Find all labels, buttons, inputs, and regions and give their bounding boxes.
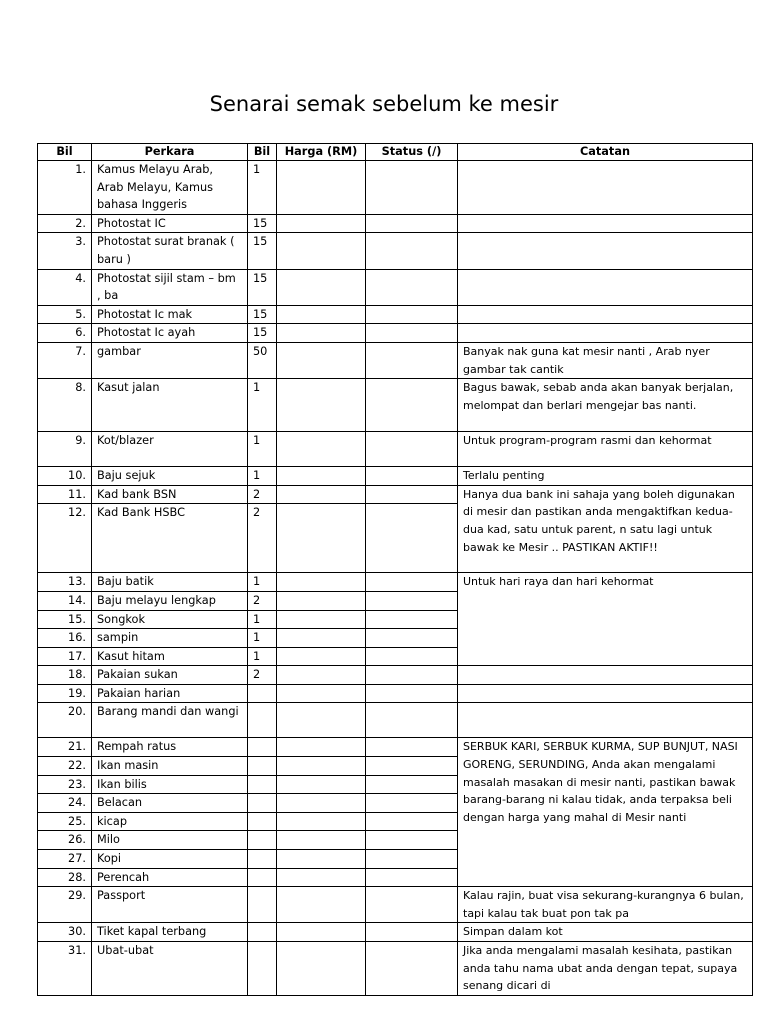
item-status bbox=[366, 610, 458, 629]
item-quantity bbox=[248, 757, 277, 776]
item-quantity: 15 bbox=[248, 233, 277, 269]
item-status bbox=[366, 868, 458, 887]
row-number: 4. bbox=[38, 269, 92, 305]
checklist-table bbox=[37, 143, 753, 996]
header-status: Status (/) bbox=[366, 144, 458, 161]
row-number: 31. bbox=[38, 942, 92, 996]
item-price bbox=[277, 504, 366, 573]
item-status bbox=[366, 775, 458, 794]
item-name: Kasut jalan bbox=[92, 379, 248, 432]
item-name: Tiket kapal terbang bbox=[92, 923, 248, 942]
item-price bbox=[277, 305, 366, 324]
item-note: SERBUK KARI, SERBUK KURMA, SUP BUNJUT, NASI GORENG, SERUNDING, Anda akan mengalami masalah masakan di mesir nanti, pastikan bawak barang-barang ni kalau tidak, anda terpaksa beli dengan harga yang mahal di Mesir nanti bbox=[458, 738, 753, 887]
item-name: gambar bbox=[92, 342, 248, 378]
item-note: Bagus bawak, sebab anda akan banyak berjalan, melompat dan berlari mengejar bas nanti. bbox=[458, 379, 753, 432]
item-price bbox=[277, 757, 366, 776]
item-note: Jika anda mengalami masalah kesihata, pastikan anda tahu nama ubat anda dengan tepat, supaya senang dicari di bbox=[458, 942, 753, 996]
item-price bbox=[277, 868, 366, 887]
item-quantity bbox=[248, 703, 277, 738]
item-quantity: 1 bbox=[248, 573, 277, 592]
item-quantity bbox=[248, 942, 277, 996]
item-name: sampin bbox=[92, 629, 248, 648]
item-status bbox=[366, 831, 458, 850]
item-status bbox=[366, 738, 458, 757]
item-price bbox=[277, 485, 366, 504]
item-price bbox=[277, 647, 366, 666]
table-row bbox=[38, 485, 753, 504]
row-number: 25. bbox=[38, 812, 92, 831]
item-quantity: 15 bbox=[248, 269, 277, 305]
item-status bbox=[366, 467, 458, 486]
item-quantity bbox=[248, 738, 277, 757]
item-quantity: 15 bbox=[248, 305, 277, 324]
row-number: 14. bbox=[38, 591, 92, 610]
row-number: 21. bbox=[38, 738, 92, 757]
item-quantity bbox=[248, 850, 277, 869]
item-note bbox=[458, 703, 753, 738]
item-quantity bbox=[248, 812, 277, 831]
row-number: 17. bbox=[38, 647, 92, 666]
item-quantity: 1 bbox=[248, 647, 277, 666]
item-price bbox=[277, 850, 366, 869]
table-row bbox=[38, 214, 753, 233]
item-name: Milo bbox=[92, 831, 248, 850]
item-price bbox=[277, 467, 366, 486]
item-name: Barang mandi dan wangi bbox=[92, 703, 248, 738]
row-number: 24. bbox=[38, 794, 92, 813]
table-row bbox=[38, 467, 753, 486]
item-price bbox=[277, 214, 366, 233]
item-status bbox=[366, 233, 458, 269]
table-row bbox=[38, 923, 753, 942]
item-price bbox=[277, 738, 366, 757]
item-price bbox=[277, 161, 366, 215]
item-note bbox=[458, 233, 753, 269]
header-price: Harga (RM) bbox=[277, 144, 366, 161]
row-number: 16. bbox=[38, 629, 92, 648]
item-price bbox=[277, 233, 366, 269]
item-price bbox=[277, 342, 366, 378]
item-name: Pakaian harian bbox=[92, 684, 248, 703]
item-price bbox=[277, 591, 366, 610]
header-notes: Catatan bbox=[458, 144, 753, 161]
item-note: Simpan dalam kot bbox=[458, 923, 753, 942]
item-price bbox=[277, 831, 366, 850]
table-row bbox=[38, 573, 753, 592]
item-price bbox=[277, 794, 366, 813]
table-row bbox=[38, 738, 753, 757]
row-number: 1. bbox=[38, 161, 92, 215]
table-row bbox=[38, 324, 753, 343]
item-price bbox=[277, 610, 366, 629]
item-price bbox=[277, 269, 366, 305]
item-quantity: 1 bbox=[248, 432, 277, 467]
item-status bbox=[366, 342, 458, 378]
item-quantity bbox=[248, 775, 277, 794]
table-row bbox=[38, 379, 753, 432]
table-row bbox=[38, 233, 753, 269]
table-row bbox=[38, 887, 753, 923]
item-status bbox=[366, 573, 458, 592]
item-status bbox=[366, 666, 458, 685]
item-status bbox=[366, 647, 458, 666]
item-name: Perencah bbox=[92, 868, 248, 887]
item-price bbox=[277, 573, 366, 592]
item-price bbox=[277, 432, 366, 467]
item-status bbox=[366, 887, 458, 923]
item-price bbox=[277, 379, 366, 432]
item-name: Kot/blazer bbox=[92, 432, 248, 467]
item-status bbox=[366, 591, 458, 610]
row-number: 23. bbox=[38, 775, 92, 794]
header-perkara: Perkara bbox=[92, 144, 248, 161]
item-note bbox=[458, 214, 753, 233]
item-quantity bbox=[248, 868, 277, 887]
item-name: Kamus Melayu Arab, Arab Melayu, Kamus bahasa Inggeris bbox=[92, 161, 248, 215]
table-row bbox=[38, 269, 753, 305]
header-quantity: Bil bbox=[248, 144, 277, 161]
item-note bbox=[458, 684, 753, 703]
row-number: 22. bbox=[38, 757, 92, 776]
row-number: 19. bbox=[38, 684, 92, 703]
item-quantity: 1 bbox=[248, 629, 277, 648]
item-name: Photostat surat branak ( baru ) bbox=[92, 233, 248, 269]
item-status bbox=[366, 794, 458, 813]
row-number: 12. bbox=[38, 504, 92, 573]
table-row bbox=[38, 432, 753, 467]
item-name: Pakaian sukan bbox=[92, 666, 248, 685]
item-quantity bbox=[248, 923, 277, 942]
item-quantity: 2 bbox=[248, 591, 277, 610]
item-name: Kasut hitam bbox=[92, 647, 248, 666]
row-number: 8. bbox=[38, 379, 92, 432]
document-title: Senarai semak sebelum ke mesir bbox=[209, 92, 559, 116]
item-name: kicap bbox=[92, 812, 248, 831]
item-status bbox=[366, 161, 458, 215]
item-price bbox=[277, 629, 366, 648]
item-name: Photostat Ic mak bbox=[92, 305, 248, 324]
item-price bbox=[277, 923, 366, 942]
item-note: Untuk hari raya dan hari kehormat bbox=[458, 573, 753, 666]
item-note: Untuk program-program rasmi dan kehormat bbox=[458, 432, 753, 467]
item-name: Rempah ratus bbox=[92, 738, 248, 757]
item-quantity: 15 bbox=[248, 324, 277, 343]
item-name: Photostat sijil stam – bm , ba bbox=[92, 269, 248, 305]
table-row bbox=[38, 666, 753, 685]
row-number: 30. bbox=[38, 923, 92, 942]
row-number: 28. bbox=[38, 868, 92, 887]
item-status bbox=[366, 269, 458, 305]
item-note bbox=[458, 269, 753, 305]
item-status bbox=[366, 942, 458, 996]
item-note: Banyak nak guna kat mesir nanti , Arab nyer gambar tak cantik bbox=[458, 342, 753, 378]
item-price bbox=[277, 887, 366, 923]
header-row bbox=[38, 144, 753, 161]
item-name: Kopi bbox=[92, 850, 248, 869]
item-name: Ikan bilis bbox=[92, 775, 248, 794]
item-name: Photostat IC bbox=[92, 214, 248, 233]
item-quantity: 2 bbox=[248, 485, 277, 504]
item-status bbox=[366, 504, 458, 573]
item-name: Ikan masin bbox=[92, 757, 248, 776]
item-status bbox=[366, 812, 458, 831]
item-name: Kad bank BSN bbox=[92, 485, 248, 504]
item-name: Kad Bank HSBC bbox=[92, 504, 248, 573]
table-row bbox=[38, 305, 753, 324]
item-status bbox=[366, 305, 458, 324]
row-number: 20. bbox=[38, 703, 92, 738]
item-name: Baju sejuk bbox=[92, 467, 248, 486]
item-price bbox=[277, 942, 366, 996]
row-number: 9. bbox=[38, 432, 92, 467]
table-row bbox=[38, 342, 753, 378]
item-note bbox=[458, 666, 753, 685]
item-quantity: 15 bbox=[248, 214, 277, 233]
row-number: 2. bbox=[38, 214, 92, 233]
row-number: 18. bbox=[38, 666, 92, 685]
item-note bbox=[458, 324, 753, 343]
item-note: Kalau rajin, buat visa sekurang-kurangnya 6 bulan, tapi kalau tak buat pon tak pa bbox=[458, 887, 753, 923]
table-row bbox=[38, 942, 753, 996]
item-price bbox=[277, 324, 366, 343]
item-name: Songkok bbox=[92, 610, 248, 629]
row-number: 27. bbox=[38, 850, 92, 869]
item-status bbox=[366, 214, 458, 233]
item-name: Belacan bbox=[92, 794, 248, 813]
item-quantity bbox=[248, 684, 277, 703]
row-number: 3. bbox=[38, 233, 92, 269]
item-name: Ubat-ubat bbox=[92, 942, 248, 996]
row-number: 26. bbox=[38, 831, 92, 850]
item-quantity bbox=[248, 887, 277, 923]
item-price bbox=[277, 666, 366, 685]
item-quantity: 1 bbox=[248, 379, 277, 432]
item-quantity: 2 bbox=[248, 666, 277, 685]
header-bil: Bil bbox=[38, 144, 92, 161]
row-number: 11. bbox=[38, 485, 92, 504]
item-quantity bbox=[248, 794, 277, 813]
item-note: Hanya dua bank ini sahaja yang boleh digunakan di mesir dan pastikan anda mengaktifkan kedua-dua kad, satu untuk parent, n satu lagi untuk bawak ke Mesir .. PASTIKAN AKTIF!! bbox=[458, 485, 753, 573]
item-quantity: 1 bbox=[248, 161, 277, 215]
item-status bbox=[366, 684, 458, 703]
item-status bbox=[366, 432, 458, 467]
row-number: 10. bbox=[38, 467, 92, 486]
table-row bbox=[38, 684, 753, 703]
item-name: Baju batik bbox=[92, 573, 248, 592]
item-note: Terlalu penting bbox=[458, 467, 753, 486]
item-quantity bbox=[248, 831, 277, 850]
row-number: 29. bbox=[38, 887, 92, 923]
item-status bbox=[366, 703, 458, 738]
item-note bbox=[458, 305, 753, 324]
row-number: 13. bbox=[38, 573, 92, 592]
item-name: Baju melayu lengkap bbox=[92, 591, 248, 610]
item-name: Passport bbox=[92, 887, 248, 923]
item-price bbox=[277, 775, 366, 794]
item-status bbox=[366, 850, 458, 869]
row-number: 5. bbox=[38, 305, 92, 324]
item-price bbox=[277, 812, 366, 831]
item-status bbox=[366, 629, 458, 648]
item-status bbox=[366, 923, 458, 942]
item-name: Photostat Ic ayah bbox=[92, 324, 248, 343]
item-price bbox=[277, 703, 366, 738]
item-quantity: 50 bbox=[248, 342, 277, 378]
item-status bbox=[366, 324, 458, 343]
item-note bbox=[458, 161, 753, 215]
item-quantity: 1 bbox=[248, 610, 277, 629]
row-number: 7. bbox=[38, 342, 92, 378]
row-number: 15. bbox=[38, 610, 92, 629]
item-price bbox=[277, 684, 366, 703]
table-row bbox=[38, 703, 753, 738]
item-quantity: 1 bbox=[248, 467, 277, 486]
item-status bbox=[366, 485, 458, 504]
item-status bbox=[366, 757, 458, 776]
table-row bbox=[38, 161, 753, 215]
item-status bbox=[366, 379, 458, 432]
row-number: 6. bbox=[38, 324, 92, 343]
item-quantity: 2 bbox=[248, 504, 277, 573]
